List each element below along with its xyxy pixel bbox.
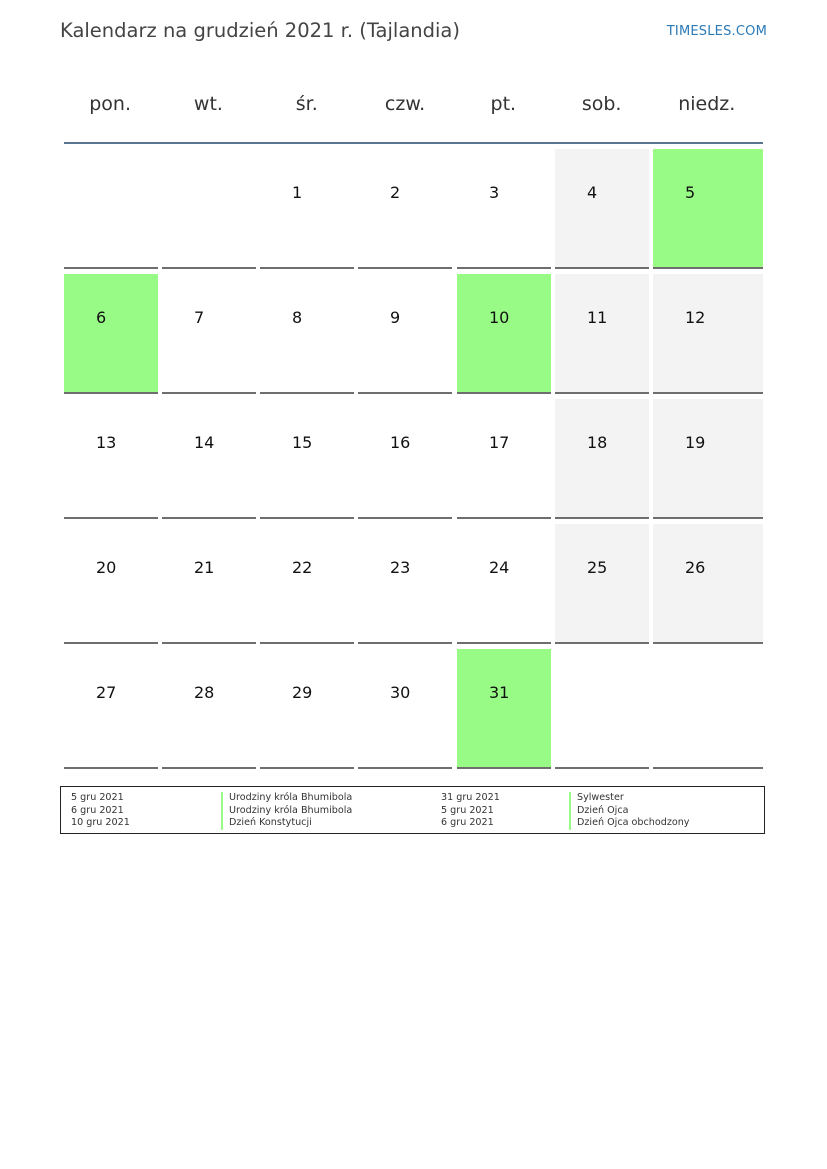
day-cell <box>260 274 354 394</box>
day-cell <box>64 399 158 519</box>
day-number: 20 <box>96 558 117 577</box>
day-cell <box>162 649 256 769</box>
day-number: 27 <box>96 683 117 702</box>
weekday-label: sob. <box>581 93 622 115</box>
day-cell <box>358 399 452 519</box>
day-cell <box>555 149 649 269</box>
day-cell-holiday <box>653 149 763 269</box>
day-number: 17 <box>489 433 510 452</box>
page-title: Kalendarz na grudzień 2021 r. (Tajlandia) <box>60 19 460 42</box>
day-number: 4 <box>587 183 598 202</box>
day-number: 30 <box>390 683 411 702</box>
day-number: 28 <box>194 683 215 702</box>
calendar-week-row <box>64 399 763 524</box>
day-cell <box>358 649 452 769</box>
day-number: 26 <box>685 558 706 577</box>
calendar-week-row <box>64 524 763 649</box>
day-cell <box>358 274 452 394</box>
weekday-header <box>61 86 765 122</box>
legend-holiday-name: Dzień Ojca obchodzony <box>569 817 689 830</box>
day-number: 29 <box>292 683 313 702</box>
weekday-label: śr. <box>295 93 318 115</box>
legend-date: 10 gru 2021 <box>71 817 130 828</box>
day-cell <box>358 524 452 644</box>
day-cell <box>64 524 158 644</box>
day-number: 25 <box>587 558 608 577</box>
legend-date: 6 gru 2021 <box>71 804 124 816</box>
legend-dates-right <box>441 792 500 830</box>
day-number: 1 <box>292 183 303 202</box>
legend-holiday-name: Urodziny króla Bhumibola <box>221 792 352 805</box>
holiday-legend <box>60 786 765 834</box>
day-number: 5 <box>685 183 696 202</box>
day-cell-holiday <box>457 649 551 769</box>
weekday-label: czw. <box>384 93 426 115</box>
day-number: 15 <box>292 433 313 452</box>
legend-date: 6 gru 2021 <box>441 817 494 828</box>
weekday-label: pon. <box>89 93 132 115</box>
day-number: 21 <box>194 558 215 577</box>
day-number: 19 <box>685 433 706 452</box>
legend-names-left <box>221 792 352 830</box>
legend-dates-left <box>71 792 130 830</box>
day-cell <box>555 524 649 644</box>
day-cell <box>162 524 256 644</box>
day-number: 6 <box>96 308 107 327</box>
day-number: 3 <box>489 183 500 202</box>
day-cell-empty <box>653 649 763 769</box>
legend-holiday-name: Dzień Ojca <box>569 805 689 818</box>
day-number: 16 <box>390 433 411 452</box>
legend-holiday-name: Urodziny króla Bhumibola <box>221 805 352 818</box>
day-cell-empty <box>555 649 649 769</box>
day-cell <box>653 274 763 394</box>
legend-holiday-name: Sylwester <box>569 792 689 805</box>
day-cell <box>162 274 256 394</box>
day-cell <box>555 274 649 394</box>
day-number: 13 <box>96 433 117 452</box>
legend-date: 5 gru 2021 <box>441 804 494 816</box>
day-number: 10 <box>489 308 510 327</box>
day-cell <box>555 399 649 519</box>
day-cell <box>457 399 551 519</box>
header-divider <box>64 142 763 144</box>
day-cell <box>260 524 354 644</box>
calendar-week-row <box>64 649 763 774</box>
legend-holiday-name: Dzień Konstytucji <box>221 817 352 830</box>
day-number: 8 <box>292 308 303 327</box>
weekday-label: pt. <box>490 93 517 115</box>
day-cell <box>260 149 354 269</box>
legend-date: 31 gru 2021 <box>441 792 500 803</box>
day-number: 2 <box>390 183 401 202</box>
calendar-week-row <box>64 274 763 399</box>
weekday-label: niedz. <box>678 93 736 115</box>
day-cell <box>162 399 256 519</box>
day-cell-empty <box>162 149 256 269</box>
legend-date: 5 gru 2021 <box>71 792 124 803</box>
day-cell <box>653 524 763 644</box>
day-number: 24 <box>489 558 510 577</box>
day-number: 12 <box>685 308 706 327</box>
day-cell <box>64 649 158 769</box>
day-number: 7 <box>194 308 205 327</box>
calendar-week-row <box>64 149 763 274</box>
day-cell <box>260 399 354 519</box>
day-number: 23 <box>390 558 411 577</box>
day-cell-holiday <box>64 274 158 394</box>
day-cell <box>358 149 452 269</box>
day-number: 18 <box>587 433 608 452</box>
day-cell-holiday <box>457 274 551 394</box>
day-number: 14 <box>194 433 215 452</box>
day-cell <box>260 649 354 769</box>
calendar-grid <box>64 149 763 774</box>
day-cell <box>653 399 763 519</box>
day-number: 31 <box>489 683 510 702</box>
day-number: 22 <box>292 558 313 577</box>
day-cell <box>457 149 551 269</box>
day-cell <box>457 524 551 644</box>
weekday-label: wt. <box>193 93 223 115</box>
day-number: 9 <box>390 308 401 327</box>
day-number: 11 <box>587 308 608 327</box>
legend-names-right <box>569 792 689 830</box>
day-cell-empty <box>64 149 158 269</box>
brand-link[interactable]: TIMESLES.COM <box>666 24 767 39</box>
